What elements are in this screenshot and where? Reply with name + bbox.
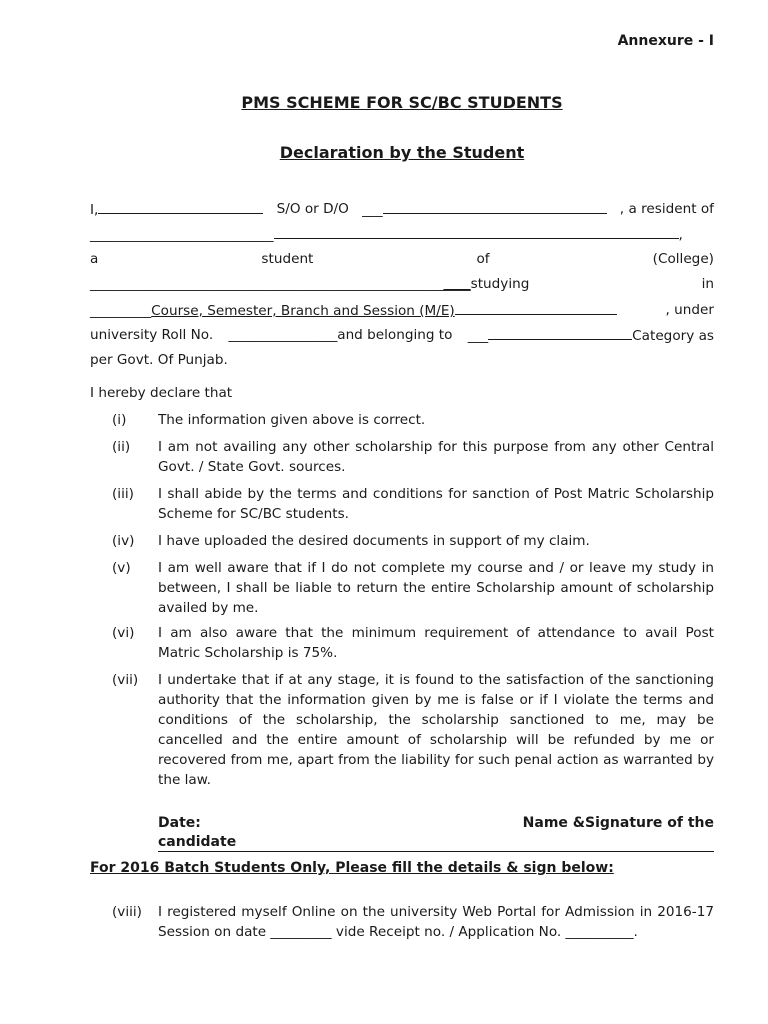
date-label: Date:: [158, 815, 201, 831]
form-line-1: [90, 200, 714, 219]
name-blank[interactable]: [98, 200, 263, 214]
form-text: ___: [362, 202, 383, 218]
form-text: a: [90, 251, 99, 267]
form-line-6: [90, 326, 714, 345]
form-text: , under: [665, 302, 714, 318]
declaration-text: The information given above is correct.: [158, 412, 426, 428]
form-line-2: [90, 225, 714, 244]
form-text: S/O or D/O: [276, 201, 349, 217]
declaration-intro: I hereby declare that: [90, 385, 233, 401]
declaration-text: I undertake that if at any stage, it is found to the satisfaction of the sanctioning authority that the information given by me is false or if I violate the terms and conditions of the scholarship, the scholarship sanctioned to me, may be cancelled and the entire amount of scholarship will be refunded by me or recovered from me, apart from the liability for such penal action as warranted by the law.: [158, 672, 714, 788]
declaration-page: [90, 0, 714, 1024]
course-detail-blank[interactable]: [455, 301, 617, 315]
form-text: student: [261, 251, 314, 267]
form-text: ____: [443, 276, 471, 292]
declaration-number: (iii): [112, 486, 134, 502]
form-text: ,: [678, 227, 683, 243]
category-blank[interactable]: [488, 326, 632, 340]
form-text: and belonging to: [337, 327, 453, 343]
annexure-label: Annexure - I: [617, 33, 714, 49]
signature-divider: [158, 851, 714, 852]
declaration-item: [90, 902, 714, 942]
form-line-5: [90, 301, 714, 320]
address-blank[interactable]: [274, 225, 679, 239]
form-line-4: [90, 275, 714, 293]
declaration-item: [90, 484, 714, 524]
parent-name-blank[interactable]: [383, 200, 607, 214]
document-subtitle: Declaration by the Student: [279, 143, 525, 162]
declaration-number: (iv): [112, 533, 135, 549]
form-text: per Govt. Of Punjab.: [90, 352, 228, 368]
declaration-item: [90, 437, 714, 477]
candidate-label: candidate: [158, 834, 237, 850]
declaration-number: (vii): [112, 672, 139, 688]
declaration-text: I am not availing any other scholarship for this purpose from any other Central Govt. / State Govt. sources.: [158, 439, 714, 475]
declaration-number: (v): [112, 560, 131, 576]
declaration-item: [90, 410, 714, 430]
form-text: I,: [90, 202, 99, 218]
batch-heading: For 2016 Batch Students Only, Please fill the details & sign below:: [90, 860, 614, 876]
form-text: Category as: [632, 328, 714, 344]
form-text: ___________________________: [90, 227, 274, 243]
form-text: studying: [470, 276, 530, 292]
declaration-number: (viii): [112, 904, 142, 920]
college-blank[interactable]: ____________________________________________________: [90, 276, 444, 292]
declaration-number: (i): [112, 412, 127, 428]
document-title: PMS SCHEME FOR SC/BC STUDENTS: [241, 93, 563, 112]
form-text: university Roll No.: [90, 327, 214, 343]
roll-no-blank[interactable]: ________________: [228, 327, 338, 343]
declaration-item: [90, 558, 714, 618]
declaration-text: I am well aware that if I do not complete my course and / or leave my study in between, I shall be liable to return the entire Scholarship amount of scholarship availed by me.: [158, 560, 714, 616]
declaration-text: I am also aware that the minimum requirement of attendance to avail Post Matric Scholarship is 75%.: [158, 625, 714, 661]
name-signature-label: Name &Signature of the: [522, 815, 714, 831]
declaration-text: I shall abide by the terms and conditions for sanction of Post Matric Scholarship Scheme for SC/BC students.: [158, 486, 714, 522]
form-line-7: [90, 351, 714, 369]
form-text: ___: [467, 328, 489, 344]
declaration-text: I have uploaded the desired documents in support of my claim.: [158, 533, 590, 549]
form-line-3: [90, 250, 714, 268]
declaration-number: (vi): [112, 625, 135, 641]
form-text: (College): [652, 251, 714, 267]
form-text: , a resident of: [619, 201, 714, 217]
form-text: Course, Semester, Branch and Session (M/E): [151, 303, 455, 319]
form-text: in: [701, 276, 714, 292]
course-blank[interactable]: _________: [90, 303, 152, 319]
declaration-item: [90, 623, 714, 663]
form-text: of: [476, 251, 490, 267]
declaration-item: [90, 531, 714, 551]
declaration-number: (ii): [112, 439, 131, 455]
declaration-item: [90, 670, 714, 790]
declaration-text: I registered myself Online on the university Web Portal for Admission in 2016-17 Session on date _________ vide Receipt no. / Application No. __________.: [158, 904, 714, 940]
